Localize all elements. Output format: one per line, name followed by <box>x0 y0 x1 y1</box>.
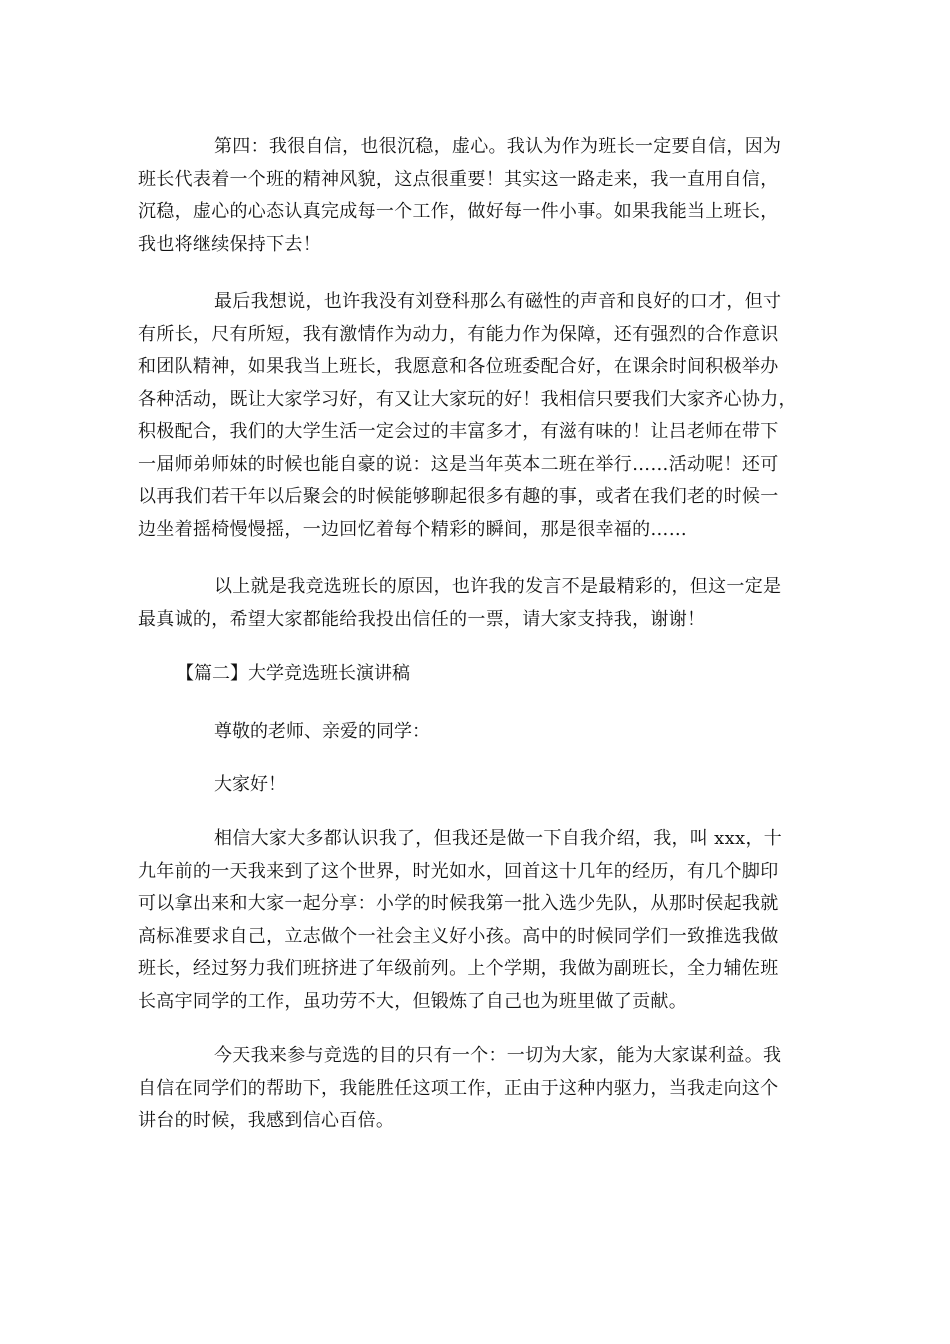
text-line: 相信大家大多都认识我了，但我还是做一下自我介绍，我，叫 xxx，十 <box>214 828 783 849</box>
text-line: 可以拿出来和大家一起分享：小学的时候我第一批入选少先队，从那时侯起我就 <box>138 893 779 914</box>
text-line: 最后我想说，也许我没有刘登科那么有磁性的声音和良好的口才，但寸 <box>214 291 782 312</box>
paragraph-purpose <box>138 1040 810 1138</box>
text-line: 边坐着摇椅慢慢摇，一边回忆着每个精彩的瞬间，那是很幸福的…… <box>138 518 687 540</box>
text-line: 班长代表着一个班的精神风貌，这点很重要！其实这一路走来，我一直用自信， <box>138 168 779 190</box>
text-line: 高标准要求自己，立志做个一社会主义好小孩。高中的时候同学们一致推选我做 <box>138 925 779 947</box>
text-line: 班长，经过努力我们班挤进了年级前列。上个学期，我做为副班长，全力辅佐班 <box>138 958 779 979</box>
text-line: 今天我来参与竞选的目的只有一个：一切为大家，能为大家谋利益。我 <box>214 1045 782 1066</box>
text-line: 长高宇同学的工作，虽功劳不大，但锻炼了自己也为班里做了贡献。 <box>138 990 687 1012</box>
paragraph-self-introduction <box>138 823 810 1018</box>
section-heading: 【篇二】大学竞选班长演讲稿 <box>176 663 410 684</box>
text-line: 有所长，尺有所短，我有激情作为动力，有能力作为保障，还有强烈的合作意识 <box>138 323 779 345</box>
paragraph-closing-thoughts <box>138 286 810 546</box>
text-line: 自信在同学们的帮助下，我能胜任这项工作，正由于这种内驱力，当我走向这个 <box>138 1077 779 1099</box>
text-line: 和团队精神，如果我当上班长，我愿意和各位班委配合好，在课余时间积极举办 <box>138 356 779 377</box>
text-line: 以再我们若干年以后聚会的时候能够聊起很多有趣的事，或者在我们老的时候一 <box>138 486 779 507</box>
text-line: 各种活动，既让大家学习好，有又让大家玩的好！我相信只要我们大家齐心协力， <box>138 388 797 410</box>
text-line: 我也将继续保持下去！ <box>138 233 321 255</box>
salutation: 尊敬的老师、亲爱的同学： <box>214 721 430 742</box>
text-line: 沉稳，虚心的心态认真完成每一个工作，做好每一件小事。如果我能当上班长， <box>138 201 779 222</box>
text-line: 讲台的时候，我感到信心百倍。 <box>138 1110 395 1131</box>
text-line: 九年前的一天我来到了这个世界，时光如水，回首这十几年的经历，有几个脚印 <box>138 860 779 882</box>
greeting: 大家好！ <box>214 774 286 795</box>
text-line: 第四：我很自信，也很沉稳，虚心。我认为作为班长一定要自信，因为 <box>214 136 782 157</box>
text-line: 积极配合，我们的大学生活一定会过的丰富多才，有滋有味的！让吕老师在带下 <box>138 421 779 442</box>
text-line: 最真诚的，希望大家都能给我投出信任的一票，请大家支持我，谢谢！ <box>138 608 706 630</box>
paragraph-conclusion <box>138 571 810 636</box>
text-line: 以上就是我竞选班长的原因，也许我的发言不是最精彩的，但这一定是 <box>214 576 782 597</box>
text-line: 一届师弟师妹的时候也能自豪的说：这是当年英本二班在举行……活动呢！还可 <box>138 453 779 475</box>
paragraph-fourth-point <box>138 131 810 261</box>
